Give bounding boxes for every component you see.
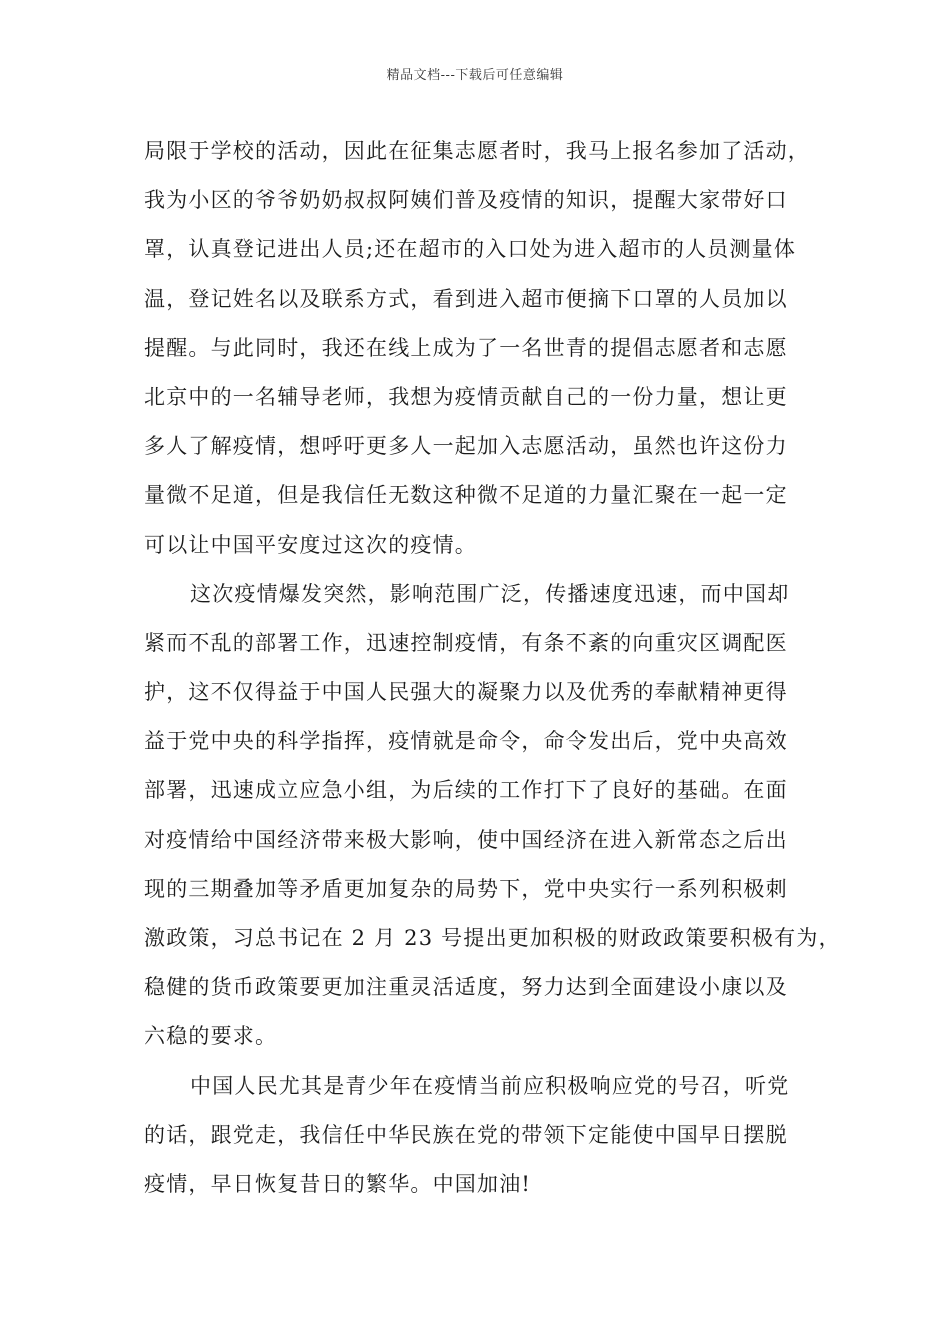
- text-line: 量微不足道，但是我信任无数这种微不足道的力量汇聚在一起一定: [144, 483, 788, 508]
- text-line: 可以让中国平安度过这次的疫情。: [144, 532, 477, 557]
- paragraph: [144, 570, 841, 1062]
- text-line: 的话，跟党走，我信任中华民族在党的带领下定能使中国早日摆脱: [144, 1122, 788, 1147]
- text-line: 罩，认真登记进出人员;还在超市的入口处为进入超市的人员测量体: [144, 237, 797, 262]
- document-body: [144, 127, 841, 1209]
- text-line: 疫情，早日恢复昔日的繁华。中国加油!: [144, 1171, 532, 1196]
- text-line: 温，登记姓名以及联系方式，看到进入超市便摘下口罩的人员加以: [144, 286, 788, 311]
- text-line: 部署，迅速成立应急小组，为后续的工作打下了良好的基础。在面: [144, 778, 788, 803]
- text-line: 多人了解疫情，想呼吁更多人一起加入志愿活动，虽然也许这份力: [144, 434, 788, 459]
- text-line: 对疫情给中国经济带来极大影响，使中国经济在进入新常态之后出: [144, 827, 788, 852]
- page-header: 精品文档---下载后可任意编辑: [386, 68, 564, 83]
- text-line: 六稳的要求。: [144, 1024, 278, 1049]
- text-line: 紧而不乱的部署工作，迅速控制疫情，有条不紊的向重灾区调配医: [144, 630, 788, 655]
- paragraph: [144, 127, 834, 570]
- text-line: 激政策，习总书记在 2 月 23 号提出更加积极的财政政策要积极有为，: [144, 926, 841, 950]
- text-line: 提醒。与此同时，我还在线上成为了一名世青的提倡志愿者和志愿: [144, 335, 788, 360]
- paragraph: [144, 1062, 834, 1210]
- text-line: 中国人民尤其是青少年在疫情当前应积极响应党的号召，听党: [190, 1073, 790, 1098]
- text-line: 益于党中央的科学指挥，疫情就是命令，命令发出后，党中央高效: [144, 729, 788, 754]
- text-line: 稳健的货币政策要更加注重灵活适度，努力达到全面建设小康以及: [144, 975, 788, 1000]
- text-line: 护，这不仅得益于中国人民强大的凝聚力以及优秀的奉献精神更得: [144, 680, 788, 705]
- text-line: 局限于学校的活动，因此在征集志愿者时，我马上报名参加了活动，: [144, 139, 810, 163]
- text-line: 我为小区的爷爷奶奶叔叔阿姨们普及疫情的知识，提醒大家带好口: [144, 188, 788, 213]
- text-line: 现的三期叠加等矛盾更加复杂的局势下，党中央实行一系列积极刺: [144, 876, 788, 901]
- text-line: 北京中的一名辅导老师，我想为疫情贡献自己的一份力量，想让更: [144, 384, 788, 409]
- text-line: 这次疫情爆发突然，影响范围广泛，传播速度迅速，而中国却: [190, 581, 790, 606]
